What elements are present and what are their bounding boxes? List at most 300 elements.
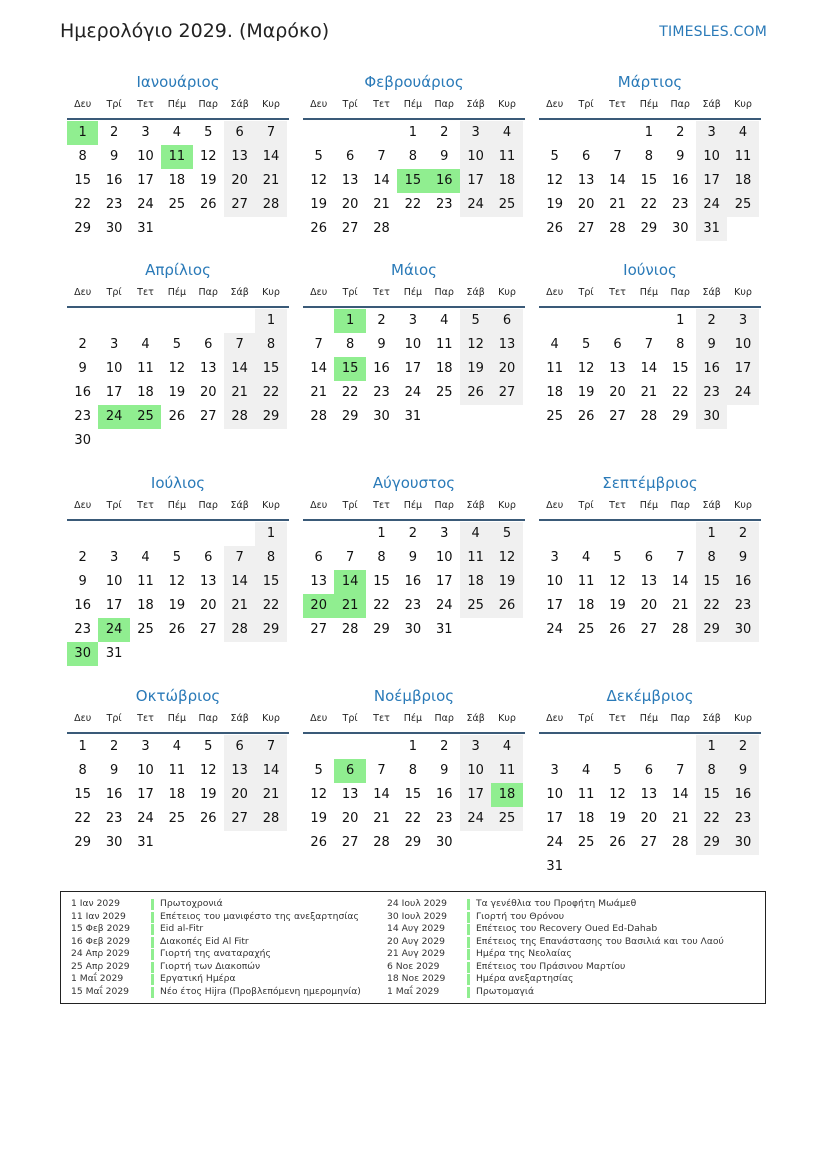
calendar-day: 20 [341, 197, 359, 212]
calendar-day: 9 [727, 546, 758, 570]
calendar-day: 29 [696, 618, 727, 642]
calendar-day: 28 [373, 835, 390, 850]
calendar-day: 30 [727, 618, 758, 642]
legend-holiday-name: Νέο έτος Hijra (Προβλεπόμενη ημερομηνία) [160, 985, 361, 997]
empty-cell [98, 429, 129, 453]
calendar-day: 23 [727, 594, 758, 618]
calendar-day: 1 [78, 739, 87, 754]
empty-cell [303, 522, 334, 546]
calendar-day: 26 [199, 197, 217, 212]
legend-row [71, 923, 361, 936]
weekday-label: Πέμ [403, 500, 423, 511]
calendar-day: 11 [435, 337, 453, 352]
calendar-day: 7 [255, 121, 286, 145]
calendar-day: 27 [609, 409, 626, 424]
calendar-day: 17 [435, 574, 453, 589]
calendar-day: 1 [408, 125, 417, 140]
weekday-label: Τρί [342, 500, 358, 511]
weekday-label: Τετ [373, 99, 390, 110]
weekday-label: Παρ [670, 713, 690, 724]
empty-cell [224, 309, 255, 333]
empty-cell [602, 522, 633, 546]
legend-date: 16 Φεβ 2029 [71, 935, 130, 947]
month-name: Μάρτιος [617, 73, 683, 91]
empty-cell [334, 121, 365, 145]
calendar-day: 28 [373, 221, 390, 236]
calendar-day: 24 [404, 385, 422, 400]
calendar-day: 7 [676, 550, 685, 565]
empty-cell [602, 735, 633, 759]
calendar-day: 8 [676, 337, 685, 352]
calendar-day: 3 [408, 313, 417, 328]
weekday-label: Σάβ [466, 99, 485, 110]
legend-date: 18 Νοε 2029 [387, 973, 446, 984]
calendar-day: 14 [671, 574, 689, 589]
calendar-day: 28 [671, 622, 689, 637]
calendar-day: 13 [640, 574, 658, 589]
calendar-day: 17 [137, 173, 154, 188]
weekday-label: Δευ [74, 287, 92, 298]
weekday-label: Δευ [546, 500, 564, 511]
month-name: Σεπτέμβριος [602, 474, 698, 492]
calendar-day: 8 [644, 149, 653, 164]
calendar-day: 17 [460, 783, 491, 807]
calendar-day: 21 [640, 385, 658, 400]
month-block [539, 72, 761, 241]
calendar-day: 26 [168, 622, 186, 637]
legend-holiday-name: Ημέρα της Νεολαίας [476, 948, 572, 959]
calendar-day: 18 [546, 385, 563, 400]
calendar-day: 21 [334, 594, 365, 618]
calendar-day: 17 [105, 598, 123, 613]
empty-cell [366, 121, 397, 145]
calendar-day: 14 [640, 361, 658, 376]
weekday-label: Δευ [310, 500, 328, 511]
calendar-day: 18 [435, 361, 453, 376]
weekday-label: Κυρ [262, 500, 280, 511]
calendar-day: 18 [491, 783, 522, 807]
calendar-day: 1 [644, 125, 653, 140]
legend-row [387, 961, 724, 974]
weekday-label: Πέμ [403, 713, 423, 724]
calendar-day: 21 [609, 197, 626, 212]
calendar-day: 15 [255, 357, 286, 381]
calendar-day: 6 [644, 550, 653, 565]
calendar-day: 15 [373, 574, 390, 589]
calendar-day: 14 [224, 357, 255, 381]
calendar-day: 20 [491, 357, 522, 381]
calendar-day: 19 [546, 197, 563, 212]
calendar-day: 7 [224, 333, 255, 357]
calendar-day: 22 [74, 197, 91, 212]
calendar-day: 30 [671, 221, 689, 236]
calendar-day: 11 [161, 145, 192, 169]
calendar-day: 21 [255, 783, 286, 807]
calendar-day: 31 [404, 409, 422, 424]
calendar-day: 9 [109, 763, 119, 778]
empty-cell [161, 522, 192, 546]
calendar-day: 16 [429, 169, 460, 193]
weekday-label: Κυρ [498, 500, 516, 511]
calendar-day: 23 [696, 381, 727, 405]
calendar-day: 25 [491, 807, 522, 831]
calendar-day: 10 [546, 574, 563, 589]
calendar-day: 25 [491, 193, 522, 217]
weekday-label: Παρ [198, 287, 218, 298]
calendar-day: 12 [310, 787, 327, 802]
calendar-day: 14 [334, 570, 365, 594]
month-block [539, 260, 761, 429]
calendar-day: 19 [577, 385, 595, 400]
month-name: Μάιος [391, 261, 437, 279]
weekday-label: Κυρ [498, 287, 516, 298]
calendar-day: 24 [546, 622, 563, 637]
legend-date: 15 Φεβ 2029 [71, 923, 130, 934]
empty-cell [429, 405, 460, 429]
calendar-day: 2 [696, 309, 727, 333]
calendar-day: 25 [577, 622, 595, 637]
weekday-label: Κυρ [262, 287, 280, 298]
weekday-label: Τρί [578, 713, 594, 724]
calendar-day: 1 [67, 121, 98, 145]
empty-cell [460, 217, 491, 241]
calendar-day: 5 [314, 149, 323, 164]
calendar-day: 22 [74, 811, 91, 826]
legend-date: 1 Μαΐ 2029 [71, 973, 124, 984]
empty-cell [334, 735, 365, 759]
empty-cell [570, 855, 601, 879]
calendar-day: 15 [74, 787, 91, 802]
empty-cell [665, 735, 696, 759]
calendar-day: 27 [224, 807, 255, 831]
calendar-day: 26 [609, 622, 626, 637]
empty-cell [303, 735, 334, 759]
weekday-label: Τρί [578, 287, 594, 298]
calendar-day: 30 [435, 835, 453, 850]
calendar-day: 11 [137, 574, 154, 589]
calendar-day: 6 [314, 550, 323, 565]
empty-cell [366, 735, 397, 759]
calendar-day: 21 [255, 169, 286, 193]
calendar-day: 9 [78, 574, 87, 589]
calendar-day: 22 [404, 811, 422, 826]
empty-cell [255, 642, 286, 666]
calendar-day: 15 [74, 173, 91, 188]
empty-cell [460, 618, 491, 642]
month-name: Νοέμβριος [373, 687, 455, 705]
empty-cell [602, 121, 633, 145]
calendar-day: 22 [341, 385, 359, 400]
calendar-day: 17 [460, 169, 491, 193]
calendar-day: 14 [255, 759, 286, 783]
calendar-day: 14 [609, 173, 626, 188]
calendar-day: 29 [696, 831, 727, 855]
weekday-label: Δευ [310, 99, 328, 110]
calendar-day: 27 [199, 409, 217, 424]
calendar-day: 28 [224, 405, 255, 429]
calendar-day: 17 [546, 811, 563, 826]
legend-row [387, 936, 724, 949]
calendar-day: 20 [303, 594, 334, 618]
calendar-day: 26 [310, 221, 327, 236]
calendar-day: 28 [671, 835, 689, 850]
calendar-day: 3 [460, 735, 491, 759]
empty-cell [539, 121, 570, 145]
empty-cell [491, 217, 522, 241]
calendar-day: 13 [310, 574, 327, 589]
calendar-day: 5 [460, 309, 491, 333]
weekday-label: Τετ [137, 99, 154, 110]
weekday-label: Δευ [546, 713, 564, 724]
weekday-label: Τρί [106, 287, 122, 298]
weekday-header [303, 710, 525, 734]
weekday-label: Παρ [670, 500, 690, 511]
calendar-day: 30 [105, 221, 123, 236]
calendar-day: 20 [199, 598, 217, 613]
legend-marker [151, 924, 154, 935]
calendar-day: 20 [199, 385, 217, 400]
calendar-day: 31 [696, 217, 727, 241]
days-grid [539, 309, 761, 429]
empty-cell [727, 217, 758, 241]
calendar-day: 25 [137, 622, 154, 637]
calendar-day: 4 [491, 121, 522, 145]
calendar-day: 6 [644, 763, 653, 778]
calendar-day: 23 [105, 811, 123, 826]
calendar-day: 6 [491, 309, 522, 333]
calendar-day: 19 [310, 197, 327, 212]
calendar-day: 25 [460, 594, 491, 618]
legend-row [71, 948, 361, 961]
days-grid [303, 735, 525, 855]
weekday-label: Δευ [546, 99, 564, 110]
empty-cell [193, 522, 224, 546]
legend-row [71, 911, 361, 924]
calendar-day: 25 [727, 193, 758, 217]
calendar-day: 18 [577, 598, 595, 613]
calendar-day: 18 [137, 385, 154, 400]
calendar-day: 14 [224, 570, 255, 594]
empty-cell [633, 309, 664, 333]
weekday-label: Σάβ [466, 500, 485, 511]
empty-cell [130, 642, 161, 666]
empty-cell [633, 522, 664, 546]
weekday-label: Πέμ [639, 713, 659, 724]
month-block [67, 686, 289, 855]
empty-cell [727, 405, 758, 429]
legend-holiday-name: Γιορτή των Διακοπών [160, 960, 261, 972]
calendar-day: 10 [460, 759, 491, 783]
month-name: Αύγουστος [372, 474, 456, 492]
empty-cell [539, 522, 570, 546]
calendar-day: 23 [435, 197, 453, 212]
weekday-label: Παρ [198, 500, 218, 511]
calendar-day: 27 [310, 622, 327, 637]
calendar-day: 21 [224, 594, 255, 618]
weekday-header [539, 497, 761, 521]
calendar-day: 24 [460, 807, 491, 831]
calendar-day: 5 [550, 149, 559, 164]
empty-cell [224, 522, 255, 546]
empty-cell [193, 309, 224, 333]
empty-cell [491, 618, 522, 642]
empty-cell [303, 121, 334, 145]
calendar-day: 31 [105, 646, 123, 661]
weekday-label: Τετ [609, 500, 626, 511]
legend-marker [151, 899, 154, 910]
calendar-day: 18 [168, 787, 186, 802]
days-grid [67, 309, 289, 453]
calendar-day: 5 [581, 337, 591, 352]
calendar-day: 10 [105, 574, 123, 589]
calendar-day: 29 [255, 618, 286, 642]
calendar-day: 28 [609, 221, 626, 236]
calendar-day: 10 [727, 333, 758, 357]
calendar-day: 7 [255, 735, 286, 759]
calendar-day: 2 [109, 739, 119, 754]
weekday-label: Παρ [198, 713, 218, 724]
calendar-day: 20 [224, 169, 255, 193]
calendar-day: 6 [581, 149, 591, 164]
calendar-day: 16 [74, 385, 91, 400]
weekday-header [539, 96, 761, 120]
weekday-header [539, 710, 761, 734]
empty-cell [161, 429, 192, 453]
calendar-day: 21 [310, 385, 327, 400]
empty-cell [491, 831, 522, 855]
month-name: Δεκέμβριος [606, 687, 694, 705]
legend-holiday-name: Εργατική Ημέρα [160, 973, 236, 984]
calendar-day: 2 [109, 125, 119, 140]
month-block [67, 72, 289, 241]
calendar-day: 9 [440, 763, 449, 778]
calendar-day: 29 [640, 221, 658, 236]
weekday-label: Τρί [342, 99, 358, 110]
calendar-day: 4 [550, 337, 559, 352]
calendar-day: 9 [408, 550, 417, 565]
calendar-day: 2 [727, 522, 758, 546]
legend-holiday-name: Διακοπές Eid Al Fitr [160, 935, 249, 947]
legend-date: 1 Ιαν 2029 [71, 898, 120, 909]
weekday-label: Σάβ [466, 287, 485, 298]
calendar-day: 17 [137, 787, 154, 802]
calendar-day: 29 [671, 409, 689, 424]
calendar-day: 7 [377, 763, 386, 778]
weekday-label: Δευ [74, 99, 92, 110]
weekday-label: Τρί [106, 500, 122, 511]
days-grid [539, 522, 761, 642]
calendar-day: 21 [373, 811, 390, 826]
legend-marker [151, 962, 154, 973]
calendar-day: 16 [435, 787, 453, 802]
calendar-day: 2 [78, 337, 87, 352]
empty-cell [570, 522, 601, 546]
weekday-header [67, 497, 289, 521]
calendar-day: 11 [491, 145, 522, 169]
calendar-day: 26 [577, 409, 595, 424]
weekday-label: Σάβ [230, 500, 249, 511]
weekday-label: Τετ [137, 500, 154, 511]
calendar-day: 14 [671, 787, 689, 802]
empty-cell [130, 309, 161, 333]
calendar-day: 6 [334, 759, 365, 783]
days-grid [303, 309, 525, 429]
legend-date: 11 Ιαν 2029 [71, 910, 126, 922]
calendar-day: 15 [671, 361, 689, 376]
calendar-day: 31 [137, 221, 154, 236]
empty-cell [334, 522, 365, 546]
calendar-day: 22 [255, 381, 286, 405]
weekday-label: Σάβ [702, 713, 721, 724]
calendar-day: 15 [255, 570, 286, 594]
weekday-label: Παρ [198, 99, 218, 110]
empty-cell [539, 735, 570, 759]
legend-row [387, 948, 724, 961]
empty-cell [130, 522, 161, 546]
calendar-day: 9 [727, 759, 758, 783]
legend-holiday-name: Πρωτομαγιά [476, 985, 535, 997]
calendar-day: 29 [373, 622, 390, 637]
legend-date: 24 Ιουλ 2029 [387, 898, 447, 909]
calendar-day: 13 [224, 759, 255, 783]
calendar-day: 1 [377, 526, 386, 541]
calendar-day: 7 [345, 550, 355, 565]
calendar-day: 20 [577, 197, 595, 212]
calendar-day: 7 [314, 337, 323, 352]
calendar-day: 9 [696, 333, 727, 357]
weekday-label: Τρί [342, 713, 358, 724]
calendar-day: 18 [168, 173, 186, 188]
calendar-day: 10 [137, 149, 154, 164]
calendar-day: 28 [310, 409, 327, 424]
empty-cell [570, 121, 601, 145]
calendar-day: 16 [727, 570, 758, 594]
calendar-day: 13 [224, 145, 255, 169]
empty-cell [570, 309, 601, 333]
legend-date: 15 Μαΐ 2029 [71, 985, 130, 997]
legend-marker [151, 912, 154, 923]
calendar-day: 10 [105, 361, 123, 376]
calendar-day: 27 [341, 835, 359, 850]
days-grid [539, 735, 761, 879]
empty-cell [633, 735, 664, 759]
calendar-day: 11 [546, 361, 563, 376]
empty-cell [161, 309, 192, 333]
empty-cell [397, 217, 428, 241]
calendar-day: 2 [440, 125, 449, 140]
calendar-day: 26 [310, 835, 327, 850]
legend-holiday-name: Πρωτοχρονιά [160, 898, 223, 909]
weekday-label: Σάβ [702, 500, 721, 511]
empty-cell [67, 309, 98, 333]
calendar-day: 12 [199, 149, 217, 164]
empty-cell [460, 405, 491, 429]
calendar-day: 17 [404, 361, 422, 376]
calendar-day: 24 [546, 835, 563, 850]
calendar-day: 24 [137, 197, 154, 212]
empty-cell [255, 429, 286, 453]
calendar-day: 24 [98, 618, 129, 642]
calendar-day: 19 [609, 598, 626, 613]
weekday-label: Τετ [609, 287, 626, 298]
calendar-day: 23 [671, 197, 689, 212]
calendar-day: 9 [109, 149, 119, 164]
calendar-day: 13 [341, 787, 359, 802]
calendar-day: 8 [78, 763, 87, 778]
weekday-label: Σάβ [702, 99, 721, 110]
brand-link[interactable]: TIMESLES.COM [659, 24, 767, 40]
empty-cell [161, 217, 192, 241]
